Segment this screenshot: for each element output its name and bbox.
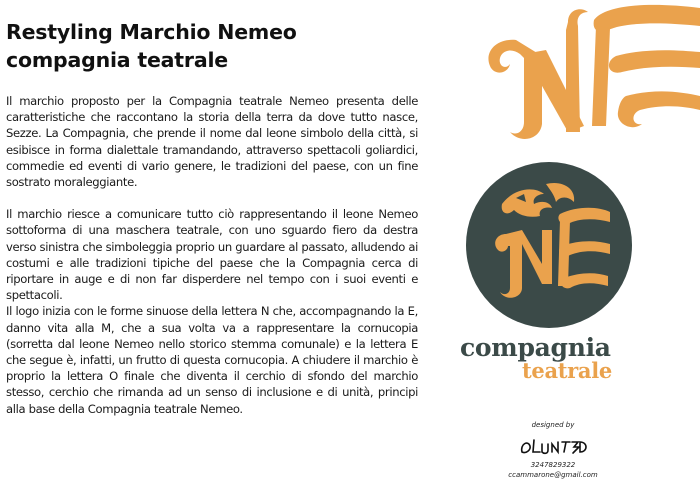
designer-credit: [488, 420, 618, 480]
designer-email: ccammarone@gmail.com: [508, 471, 598, 479]
wordmark-compagnia: compagnia: [460, 333, 611, 362]
description-text: [6, 93, 418, 417]
nemeo-circle-logo: [464, 160, 634, 330]
paragraph-2: Il marchio riesce a comunicare tutto ciò rappresentando il leone Nemeo sottoforma di una maschera teatrale, con uno sguardo fiero da destra verso sinistra che simboleggia proprio un guardare al passato, alludendo ai costumi e alle tradizioni tipiche del paese che la Compagnia cerca di riportare in auge e di non far disperdere nel tempo con i suoi eventi e spettacoli.: [6, 207, 418, 303]
designed-by-label: designed by: [531, 421, 575, 429]
page-title: [6, 18, 436, 74]
title-line-1: Restyling Marchio Nemeo: [6, 20, 297, 44]
nemeo-monogram-logo: [476, 0, 700, 150]
paragraph-1: Il marchio proposto per la Compagnia teatrale Nemeo presenta delle caratteristiche che raccontano la storia della terra da dove tutto nasce, Sezze. La Compagnia, che prende il nome dal leone simbolo della città, si esibisce in forma dialettale tramandando, attraverso spettacoli goliardici, commedie ed eventi di vario genere, le tradizioni del paese, con un fine sostrato moraleggiante.: [6, 94, 418, 190]
paragraph-3: Il logo inizia con le forme sinuose della lettera N che, accompagnando la E, danno vita alla M, che a sua volta va a rappresentare la cornucopia (sorretta dal leone Nemeo nello storico stemma comunale) e la lettera E che segue è, infatti, un frutto di questa cornucopia. A chiudere il marchio è proprio la lettera O finale che diventa il cerchio di sfondo del marchio stesso, cerchio che rimanda ad un senso di inclusione e di unità, principi alla base della Compagnia teatrale Nemeo.: [6, 304, 418, 416]
title-line-2: compagnia teatrale: [6, 48, 228, 72]
designer-signature: [518, 434, 588, 458]
designer-phone: 3247829322: [530, 461, 576, 469]
wordmark-teatrale: teatrale: [522, 358, 612, 383]
